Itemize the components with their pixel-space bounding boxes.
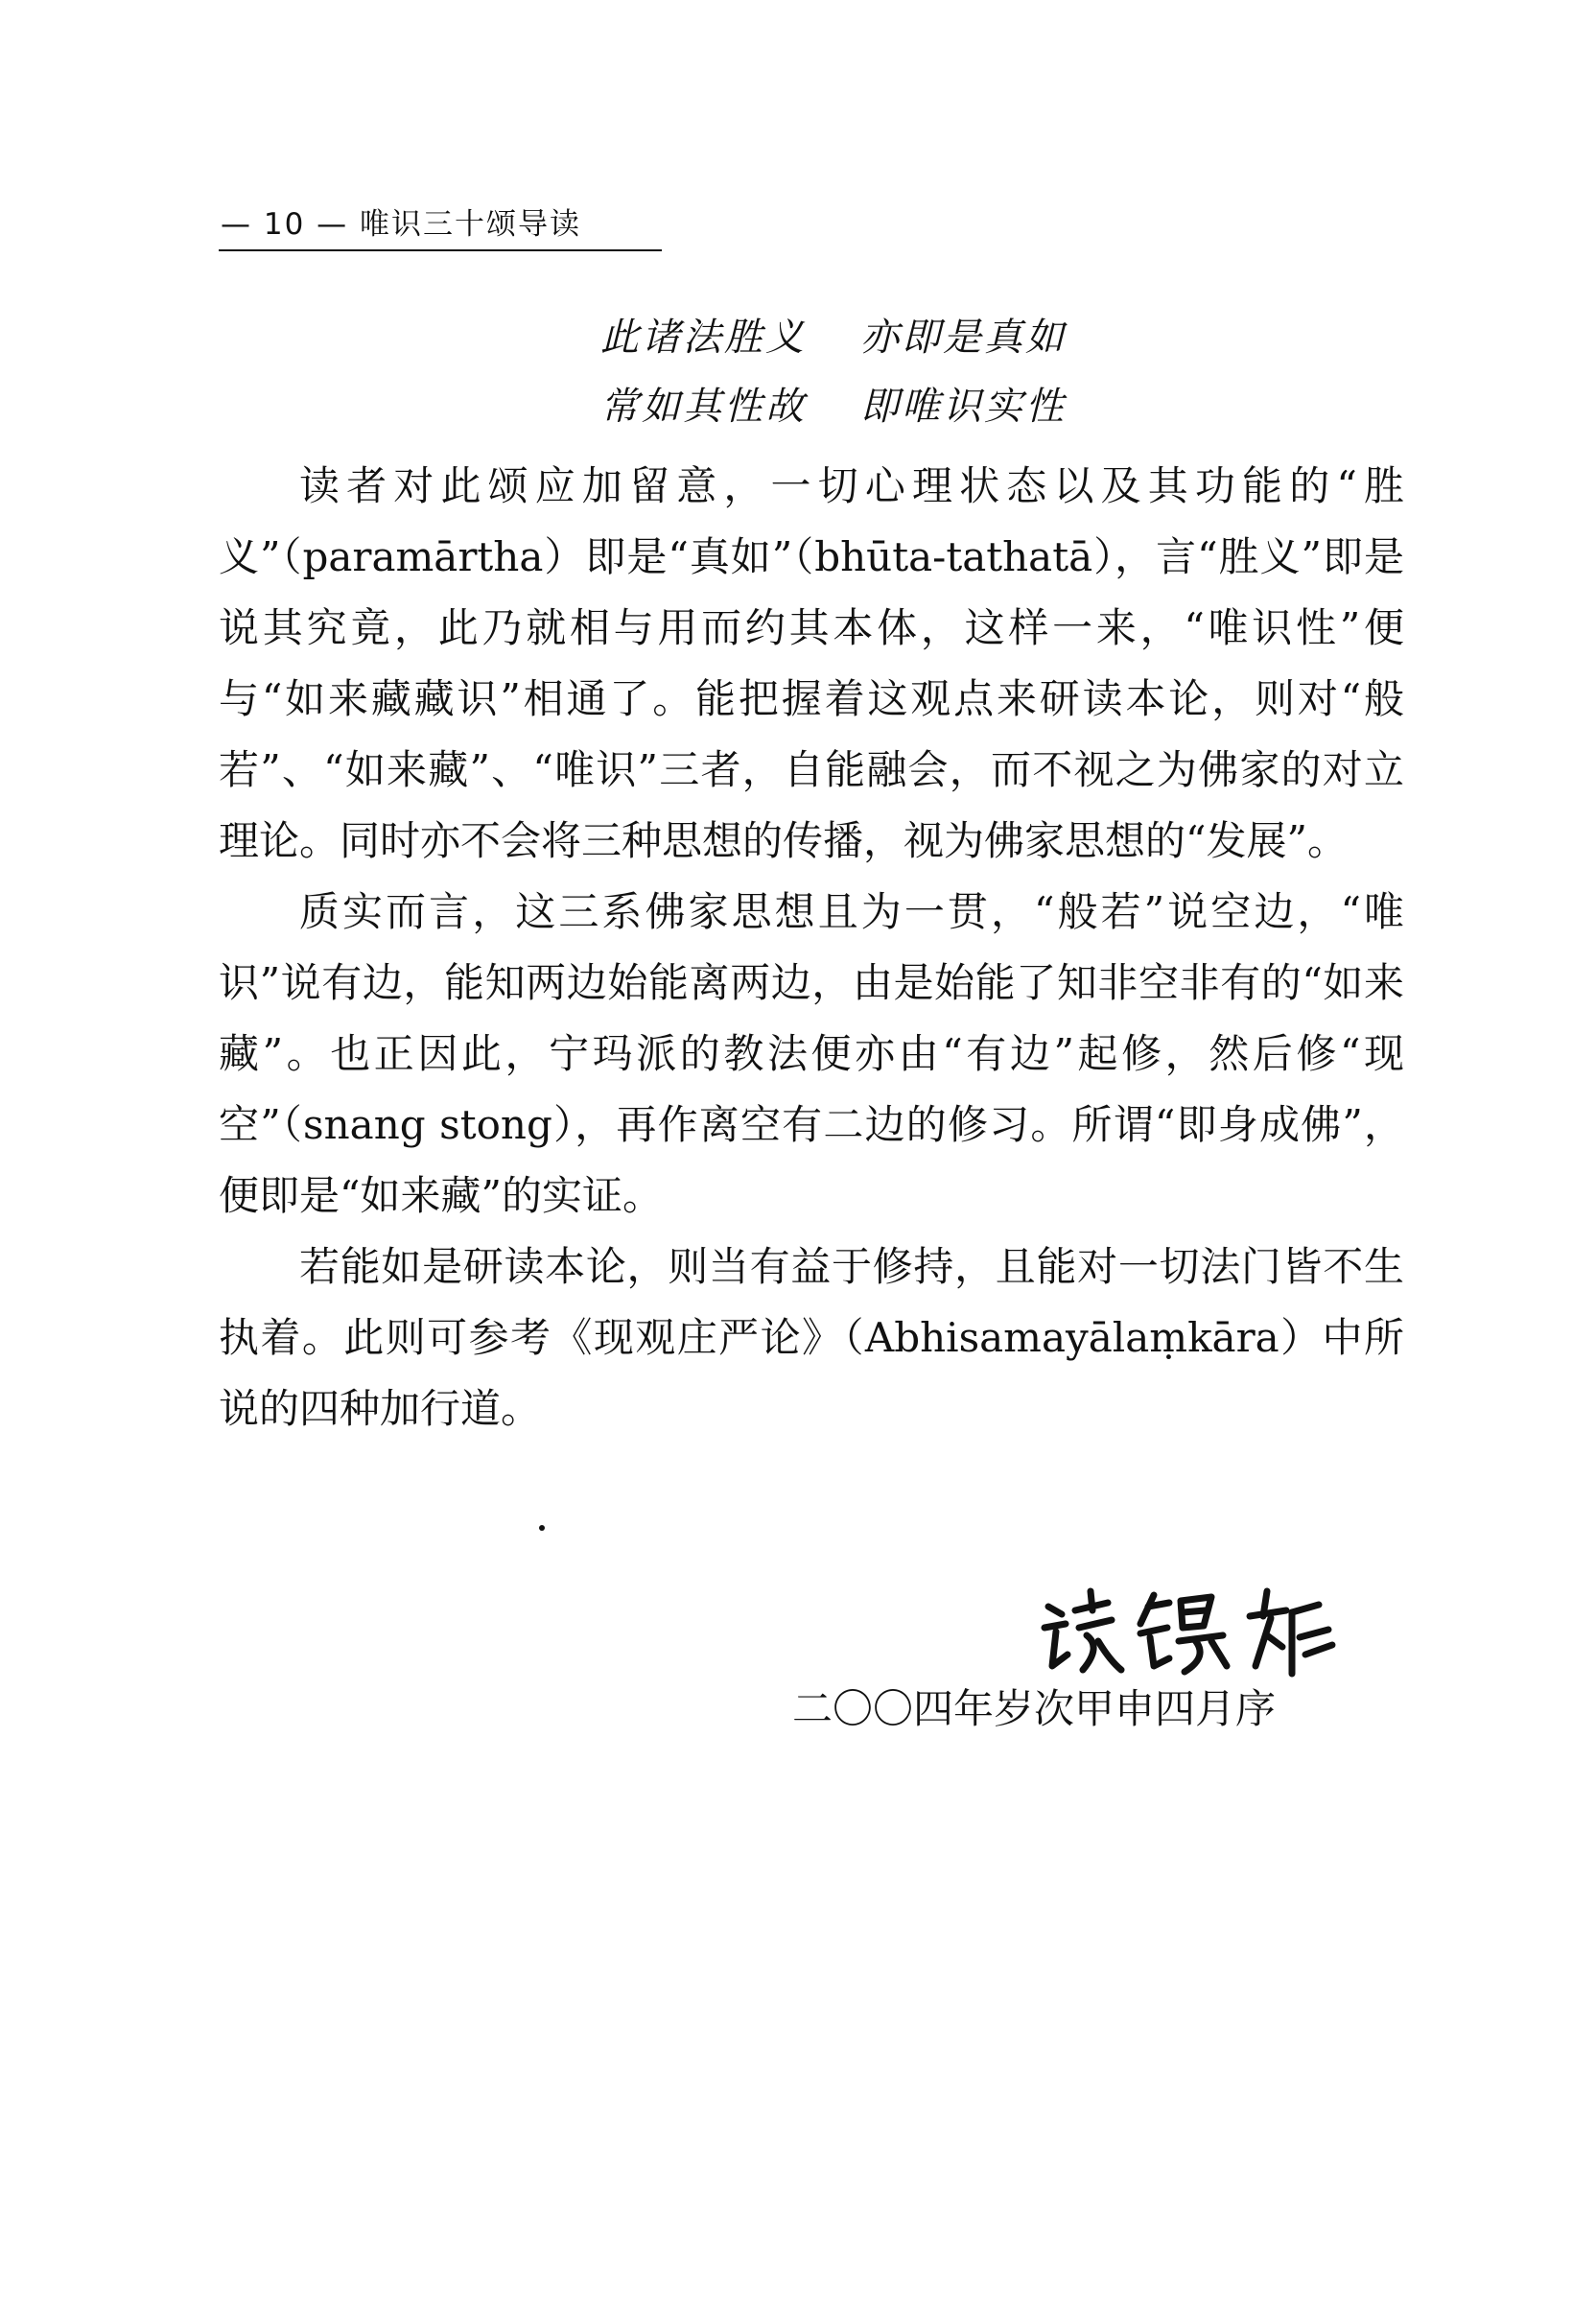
preface-date: 二〇〇四年岁次甲申四月序 [792, 1685, 1277, 1732]
body-text [219, 451, 1404, 1444]
verse-line-1-second-half: 亦即是真如 [860, 316, 1067, 360]
paragraph-2: 质实而言，这三系佛家思想且为一贯，“般若”说空边，“唯识”说有边，能知两边始能离两边，由是始能了知非空非有的“如来藏”。也正因此，宁玛派的教法便亦由“有边”起修，然后修“现空”（snang stong），再作离空有二边的修习。所谓“即身成佛”，便即是“如来藏”的实证。 [219, 888, 1404, 1219]
verse-line-1-first-half: 此诸法胜义 [600, 316, 807, 360]
running-header: — 10 — 唯识三十颂导读 [221, 207, 582, 242]
verse-line-2-first-half: 常如其性故 [600, 385, 807, 429]
verse-line-2-second-half: 即唯识实性 [860, 385, 1067, 429]
handwritten-signature [1041, 1578, 1348, 1683]
header-rule [219, 249, 662, 251]
paragraph-1: 读者对此颂应加留意，一切心理状态以及其功能的“胜义”（paramārtha）即是“真如”（bhūta-tathatā），言“胜义”即是说其究竟，此乃就相与用而约其本体，这样一来，“唯识性”便与“如来藏藏识”相通了。能把握着这观点来研读本论，则对“般若”、“如来藏”、“唯识”三者，自能融会，而不视之为佛家的对立理论。同时亦不会将三种思想的传播，视为佛家思想的“发展”。 [219, 462, 1404, 864]
verse-line-2 [0, 378, 1596, 435]
print-speck [539, 1525, 545, 1531]
paragraph-3: 若能如是研读本论，则当有益于修持，且能对一切法门皆不生执着。此则可参考《现观庄严论》（Abhisamayālaṃkāra）中所说的四种加行道。 [219, 1243, 1404, 1432]
verse-line-1 [0, 309, 1596, 366]
